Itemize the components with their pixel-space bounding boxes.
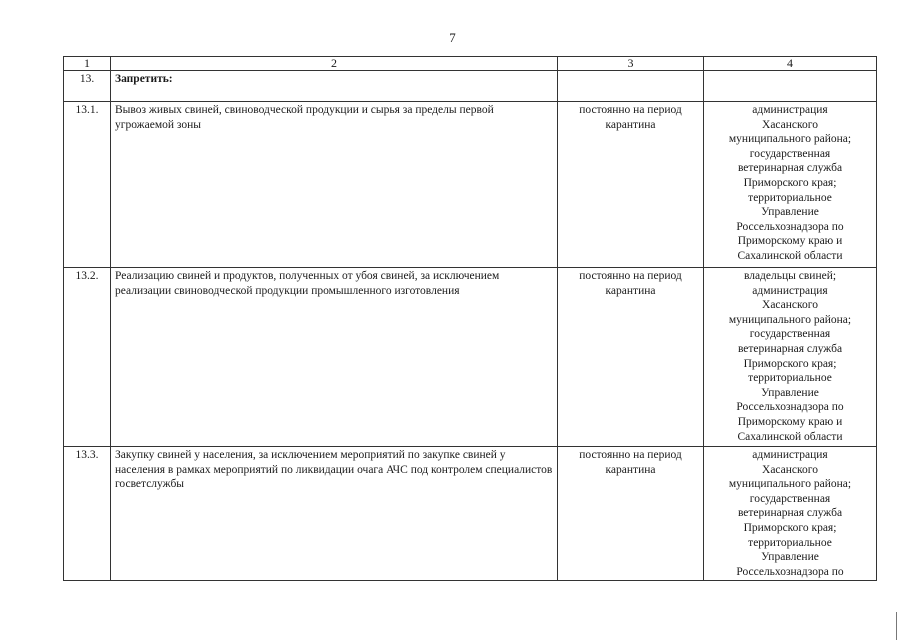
responsible-line: государственная	[749, 492, 831, 505]
table-row	[64, 447, 877, 581]
section-title: Запретить:	[111, 71, 558, 102]
column-number-2: 2	[111, 57, 558, 71]
section-row	[64, 71, 877, 102]
section-responsible-cell	[704, 71, 877, 102]
item-measure: Вывоз живых свиней, свиноводческой продукции и сырья за пределы первой угрожаемой зоны	[111, 102, 558, 268]
section-number: 13.	[64, 71, 111, 102]
item-responsible	[704, 447, 877, 581]
item-term: постоянно на период карантина	[558, 268, 704, 447]
responsible-line: Приморскому краю и	[737, 235, 843, 248]
responsible-line: Управление	[761, 206, 819, 219]
item-term: постоянно на период карантина	[558, 102, 704, 268]
item-responsible	[704, 268, 877, 447]
item-term: постоянно на период карантина	[558, 447, 704, 581]
section-term-cell	[558, 71, 704, 102]
item-number: 13.2.	[64, 268, 111, 447]
page-number: 7	[449, 30, 456, 45]
responsible-line: ветеринарная служба	[737, 342, 843, 355]
item-number: 13.1.	[64, 102, 111, 268]
responsible-line: Россельхознадзора по	[736, 565, 844, 578]
responsible-line: Хасанского	[762, 299, 818, 312]
responsible-line: ветеринарная служба	[737, 162, 843, 175]
responsible-line: государственная	[749, 147, 831, 160]
responsible-line: территориальное	[748, 191, 832, 204]
responsible-line: муниципального района;	[728, 313, 852, 326]
responsible-line: Управление	[761, 551, 819, 564]
responsible-line: ветеринарная служба	[737, 507, 843, 520]
measures-table	[63, 56, 877, 581]
responsible-line: администрация	[752, 284, 828, 297]
responsible-line: администрация	[752, 449, 828, 461]
responsible-line: владельцы свиней;	[743, 270, 837, 282]
column-number-4: 4	[704, 57, 877, 71]
responsible-line: Сахалинской области	[737, 430, 843, 443]
responsible-line: государственная	[749, 328, 831, 341]
responsible-line: Управление	[761, 386, 819, 399]
column-number-3: 3	[558, 57, 704, 71]
responsible-line: Хасанского	[762, 118, 818, 131]
responsible-line: Россельхознадзора по	[736, 220, 844, 233]
responsible-line: Россельхознадзора по	[736, 401, 844, 414]
item-measure: Закупку свиней у населения, за исключением мероприятий по закупке свиней у населения в рамках мероприятий по ликвидации очага АЧС под контролем специалистов госветслужбы	[111, 447, 558, 581]
scan-edge-mark	[896, 612, 897, 640]
item-number: 13.3.	[64, 447, 111, 581]
column-number-1: 1	[64, 57, 111, 71]
table-row	[64, 102, 877, 268]
responsible-line: Приморского края;	[743, 521, 837, 534]
item-measure: Реализацию свиней и продуктов, полученных от убоя свиней, за исключением реализации свиноводческой продукции промышленного изготовления	[111, 268, 558, 447]
responsible-line: территориальное	[748, 372, 832, 385]
column-number-row	[64, 57, 877, 71]
responsible-line: территориальное	[748, 536, 832, 549]
responsible-line: Приморскому краю и	[737, 415, 843, 428]
responsible-line: муниципального района;	[728, 133, 852, 146]
item-responsible	[704, 102, 877, 268]
table-row	[64, 268, 877, 447]
responsible-line: Сахалинской области	[737, 249, 843, 262]
responsible-line: администрация	[752, 104, 828, 116]
responsible-line: Хасанского	[762, 463, 818, 476]
responsible-line: муниципального района;	[728, 478, 852, 491]
responsible-line: Приморского края;	[743, 357, 837, 370]
responsible-line: Приморского края;	[743, 176, 837, 189]
